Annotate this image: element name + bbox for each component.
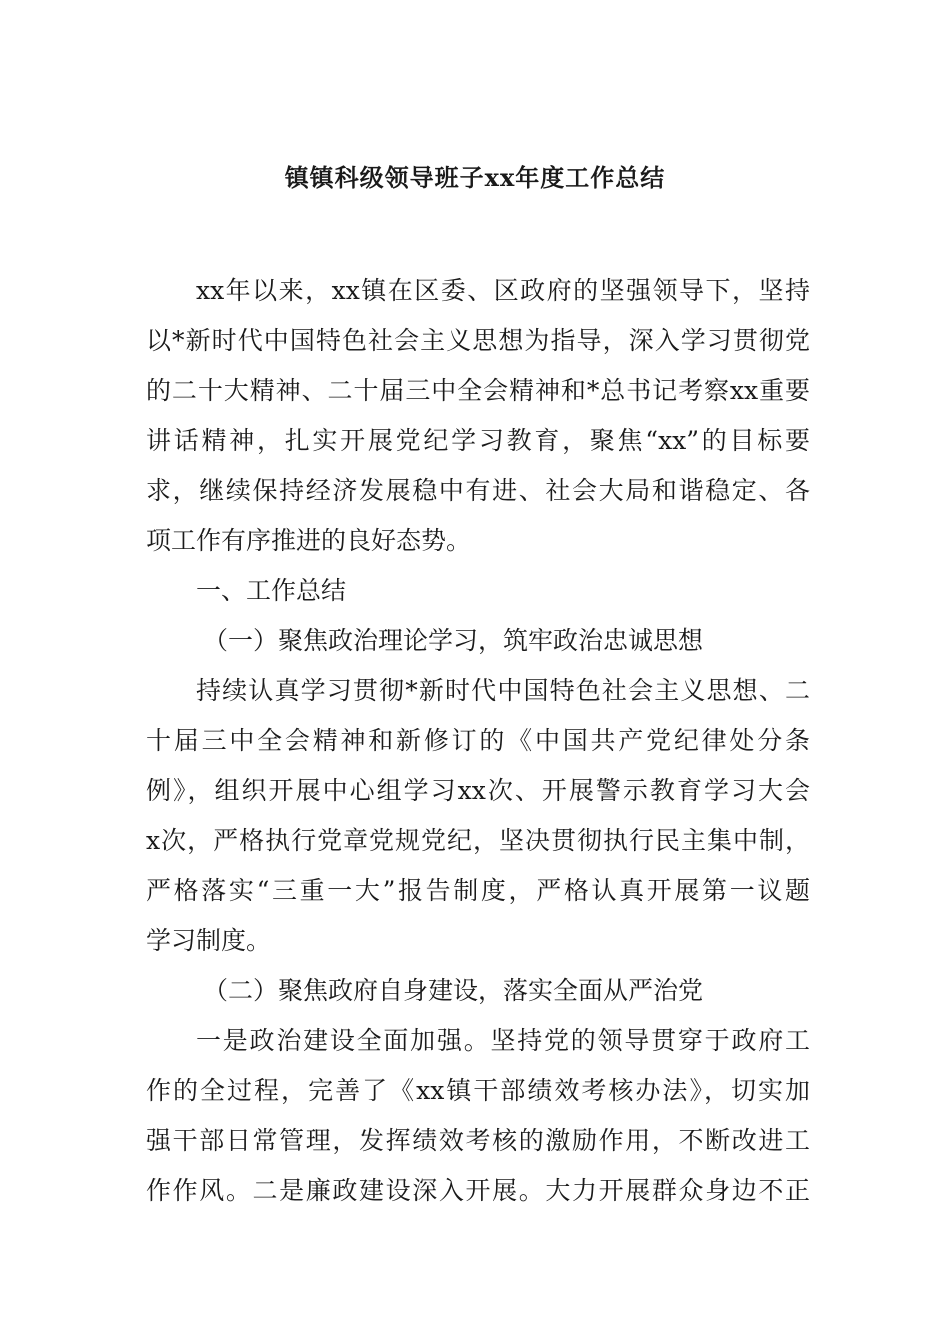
subsection-heading: （二）聚焦政府自身建设，落实全面从严治党 bbox=[203, 976, 704, 1005]
document-title: 镇镇科级领导班子xx年度工作总结 bbox=[284, 163, 666, 192]
subsection-heading: （一）聚焦政治理论学习，筑牢政治忠诚思想 bbox=[203, 626, 704, 655]
paragraph-line: 项工作有序推进的良好态势。 bbox=[146, 526, 472, 555]
paragraph-line: 求，继续保持经济发展稳中有进、社会大局和谐稳定、各 bbox=[146, 476, 810, 505]
section-heading: 一、工作总结 bbox=[196, 576, 347, 605]
paragraph-line: 以*新时代中国特色社会主义思想为指导，深入学习贯彻党 bbox=[146, 326, 810, 355]
paragraph-line: 作的全过程，完善了《xx镇干部绩效考核办法》，切实加 bbox=[146, 1076, 810, 1105]
paragraph-line: 强干部日常管理，发挥绩效考核的激励作用，不断改进工 bbox=[146, 1126, 810, 1155]
paragraph-line: 严格落实“三重一大”报告制度，严格认真开展第一议题 bbox=[146, 876, 810, 905]
paragraph-line: 的二十大精神、二十届三中全会精神和*总书记考察xx重要 bbox=[146, 376, 810, 405]
paragraph-line: x次，严格执行党章党规党纪，坚决贯彻执行民主集中制， bbox=[146, 826, 810, 855]
paragraph-line: 一是政治建设全面加强。坚持党的领导贯穿于政府工 bbox=[196, 1026, 810, 1055]
paragraph-line: 持续认真学习贯彻*新时代中国特色社会主义思想、二 bbox=[196, 676, 810, 705]
paragraph-line: 讲话精神，扎实开展党纪学习教育，聚焦“xx”的目标要 bbox=[146, 426, 810, 455]
paragraph-line: 十届三中全会精神和新修订的《中国共产党纪律处分条 bbox=[146, 726, 810, 755]
paragraph-line: 作作风。二是廉政建设深入开展。大力开展群众身边不正 bbox=[146, 1176, 810, 1205]
document-body bbox=[146, 266, 810, 1216]
paragraph-line: xx年以来，xx镇在区委、区政府的坚强领导下，坚持 bbox=[196, 276, 810, 305]
paragraph-line: 学习制度。 bbox=[146, 926, 272, 955]
paragraph-line: 例》，组织开展中心组学习xx次、开展警示教育学习大会 bbox=[146, 776, 810, 805]
